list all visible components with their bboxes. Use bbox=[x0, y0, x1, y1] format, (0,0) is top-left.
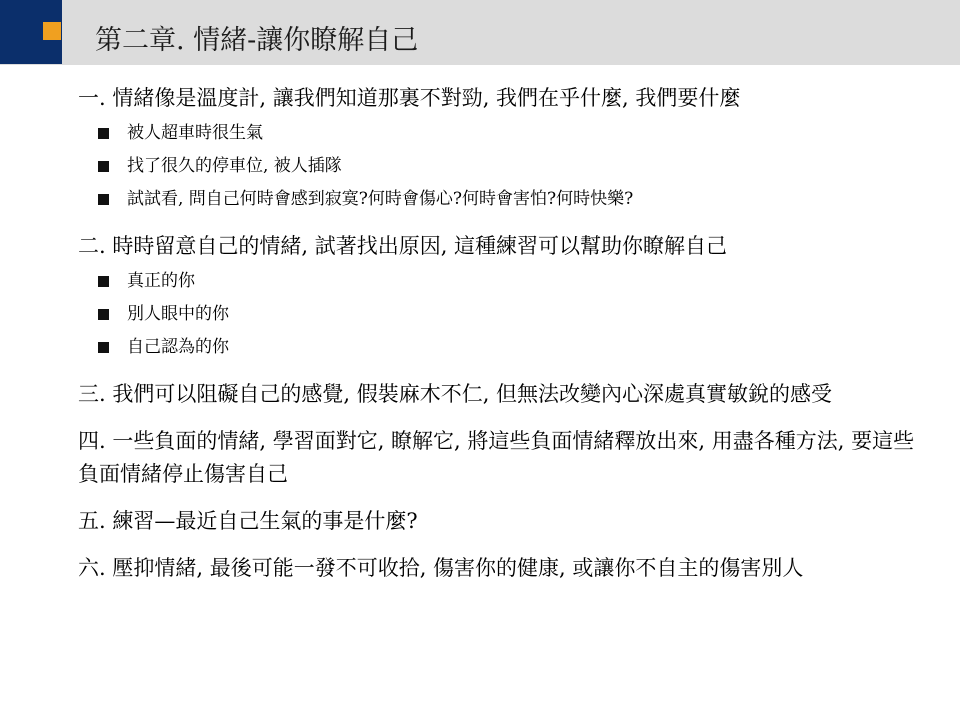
bullet-item bbox=[98, 298, 928, 331]
section-heading: 二. 時時留意自己的情緒, 試著找出原因, 這種練習可以幫助你瞭解自己 bbox=[78, 234, 728, 258]
square-bullet-icon bbox=[98, 161, 109, 172]
section-heading: 六. 壓抑情緒, 最後可能一發不可收拾, 傷害你的健康, 或讓你不自主的傷害別人 bbox=[78, 556, 804, 580]
section-4 bbox=[78, 425, 928, 491]
section-5 bbox=[78, 505, 928, 538]
bullet-item bbox=[98, 150, 928, 183]
square-bullet-icon bbox=[98, 309, 109, 320]
section-heading: 一. 情緒像是溫度計, 讓我們知道那裏不對勁, 我們在乎什麼, 我們要什麼 bbox=[78, 86, 741, 110]
bullet-list bbox=[78, 265, 928, 364]
corner-accent-square bbox=[43, 22, 61, 40]
bullet-item bbox=[98, 265, 928, 298]
square-bullet-icon bbox=[98, 276, 109, 287]
bullet-text: 真正的你 bbox=[127, 271, 195, 291]
section-heading: 五. 練習—最近自己生氣的事是什麼? bbox=[78, 509, 418, 533]
bullet-text: 被人超車時很生氣 bbox=[127, 123, 263, 143]
bullet-list bbox=[78, 117, 928, 216]
square-bullet-icon bbox=[98, 194, 109, 205]
section-6 bbox=[78, 552, 928, 585]
square-bullet-icon bbox=[98, 342, 109, 353]
bullet-item bbox=[98, 117, 928, 150]
section-3 bbox=[78, 378, 928, 411]
section-2 bbox=[78, 230, 928, 364]
bullet-text: 自己認為的你 bbox=[127, 337, 229, 357]
bullet-text: 找了很久的停車位, 被人插隊 bbox=[127, 156, 342, 176]
bullet-text: 別人眼中的你 bbox=[127, 304, 229, 324]
bullet-item bbox=[98, 331, 928, 364]
square-bullet-icon bbox=[98, 128, 109, 139]
section-heading: 四. 一些負面的情緒, 學習面對它, 瞭解它, 將這些負面情緒釋放出來, 用盡各種方法, 要這些負面情緒停止傷害自己 bbox=[78, 429, 915, 486]
slide-title: 第二章. 情緒-讓你瞭解自己 bbox=[95, 25, 419, 56]
bullet-item bbox=[98, 183, 928, 216]
bullet-text: 試試看, 問自己何時會感到寂寞?何時會傷心?何時會害怕?何時快樂? bbox=[127, 189, 634, 209]
slide-content bbox=[78, 82, 928, 599]
section-1 bbox=[78, 82, 928, 216]
section-heading: 三. 我們可以阻礙自己的感覺, 假裝麻木不仁, 但無法改變內心深處真實敏銳的感受 bbox=[78, 382, 833, 406]
